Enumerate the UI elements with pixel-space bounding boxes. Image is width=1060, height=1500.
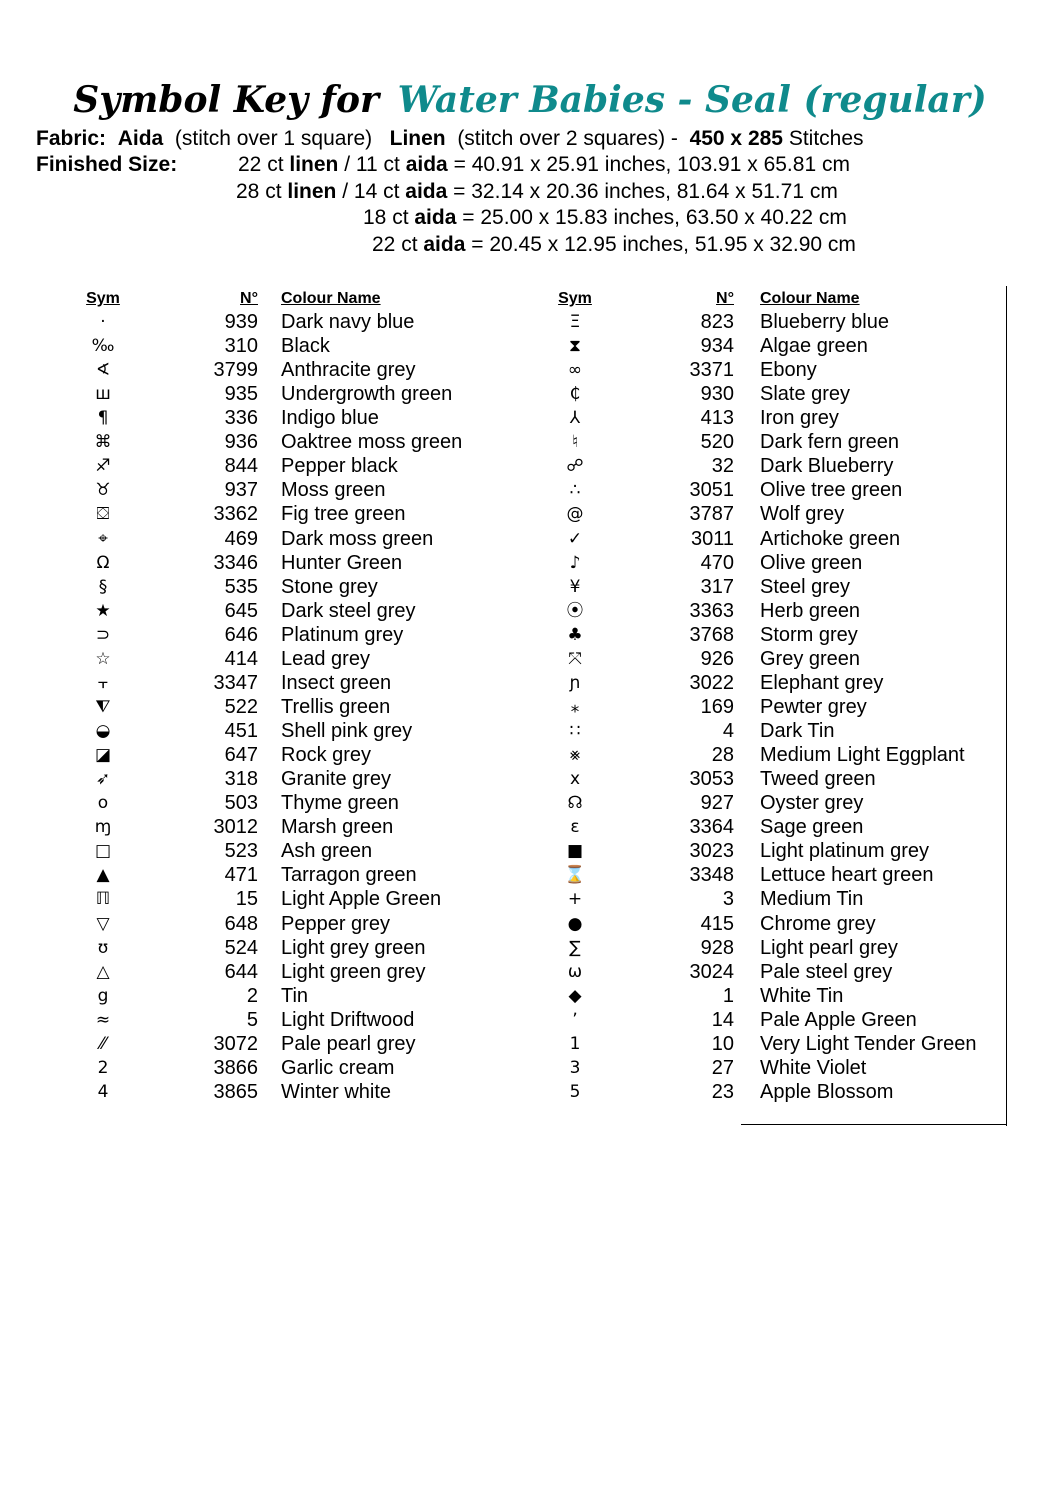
colour-name: Oyster grey — [760, 792, 864, 815]
floss-number: 469 — [224, 527, 258, 550]
colour-name: White Violet — [760, 1056, 867, 1079]
table-row — [0, 430, 1000, 454]
floss-number: 3022 — [689, 671, 734, 694]
fabric-linen: Linen — [389, 127, 446, 150]
table-row — [0, 478, 1000, 502]
colour-name: Medium Tin — [760, 888, 864, 911]
colour-name: Very Light Tender Green — [760, 1032, 977, 1055]
table-row — [0, 912, 1000, 936]
table-row — [0, 743, 1000, 767]
table-header — [0, 288, 1000, 312]
stitch-symbol: ☆ — [95, 648, 111, 669]
floss-number: 3866 — [213, 1056, 258, 1079]
stitch-symbol: ¶ — [97, 408, 109, 429]
table-row — [0, 527, 1000, 551]
floss-number: 937 — [224, 479, 258, 502]
floss-number: 647 — [224, 744, 258, 767]
floss-number: 27 — [711, 1056, 734, 1079]
floss-number: 3768 — [689, 623, 734, 646]
colour-name: Indigo blue — [281, 407, 379, 430]
floss-number: 927 — [700, 792, 734, 815]
colour-name: Ebony — [760, 359, 817, 382]
colour-name: Grey green — [760, 647, 861, 670]
table-row — [0, 984, 1000, 1008]
fabric-linen-note: (stitch over 2 squares) - — [457, 127, 678, 150]
table-row — [0, 1032, 1000, 1056]
floss-number: 3371 — [689, 359, 734, 382]
table-row — [0, 1080, 1000, 1104]
floss-number: 3023 — [689, 840, 734, 863]
stitch-symbol: ♮ — [571, 432, 579, 453]
colour-name: Herb green — [760, 599, 861, 622]
colour-name: Winter white — [281, 1080, 392, 1103]
floss-number: 648 — [224, 912, 258, 935]
table-row — [0, 406, 1000, 430]
floss-number: 336 — [224, 407, 258, 430]
colour-name: Light Driftwood — [281, 1008, 415, 1031]
colour-name: Slate grey — [760, 383, 851, 406]
colour-name: Fig tree green — [281, 503, 406, 526]
stitch-symbol: ∷ — [569, 721, 581, 742]
stitch-symbol: o — [97, 793, 109, 814]
floss-number: 3 — [722, 888, 734, 911]
stitch-symbol: ⫟ — [97, 672, 109, 693]
stitch-symbol: ⛋ — [96, 504, 110, 525]
stitch-symbol: ◒ — [95, 721, 111, 742]
colour-name: Pepper black — [281, 455, 398, 478]
colour-name: Garlic cream — [281, 1056, 395, 1079]
stitch-symbol: g — [97, 985, 109, 1006]
floss-number: 523 — [224, 840, 258, 863]
stitch-symbol: ⁄⁄ — [100, 1033, 106, 1054]
fabric-aida: Aida — [117, 127, 164, 150]
stitch-symbol: ▽ — [96, 913, 110, 934]
floss-number: 415 — [700, 912, 734, 935]
floss-number: 4 — [722, 720, 734, 743]
stitch-symbol: ⧨ — [95, 696, 111, 717]
table-row — [0, 695, 1000, 719]
title-pattern-name: Water Babies - Seal (regular) — [397, 79, 987, 121]
colour-name: Artichoke green — [760, 527, 901, 550]
stitch-symbol: ▲ — [96, 865, 110, 886]
colour-name: Light platinum grey — [760, 840, 929, 863]
finished-size-line: 22 ct linen / 11 ct aida = 40.91 x 25.91 inches, 103.91 x 65.81 cm — [238, 153, 850, 176]
colour-name: Algae green — [760, 335, 868, 358]
stitch-symbol: Ξ — [569, 312, 581, 332]
stitch-symbol: · — [100, 312, 106, 332]
stitch-symbol: ☍ — [566, 456, 584, 477]
stitch-symbol: Ω — [96, 552, 110, 573]
floss-number: 939 — [224, 311, 258, 333]
colour-name: Dark fern green — [760, 431, 899, 454]
floss-number: 3012 — [213, 816, 258, 839]
stitch-symbol: ◆ — [568, 985, 582, 1006]
floss-number: 451 — [224, 720, 258, 743]
table-row — [0, 936, 1000, 960]
colour-name: Shell pink grey — [281, 720, 413, 743]
stitch-symbol: ₵ — [569, 384, 581, 405]
floss-number: 844 — [224, 455, 258, 478]
finished-size-line: 28 ct linen / 14 ct aida = 32.14 x 20.36 inches, 81.64 x 51.71 cm — [236, 180, 838, 203]
floss-number: 471 — [224, 864, 258, 887]
floss-number: 3346 — [213, 551, 258, 574]
stitch-symbol: ⨳ — [569, 745, 581, 766]
floss-number: 15 — [235, 888, 258, 911]
table-row — [0, 358, 1000, 382]
colour-name: Stone grey — [281, 575, 378, 598]
floss-number: 3364 — [689, 816, 734, 839]
colour-name: Platinum grey — [281, 623, 404, 646]
stitch-symbol: ∞ — [567, 360, 583, 381]
table-row — [0, 719, 1000, 743]
table-row — [0, 815, 1000, 839]
stitch-symbol: + — [567, 889, 583, 910]
table-row — [0, 791, 1000, 815]
fabric-line — [36, 126, 864, 152]
stitch-symbol: ★ — [95, 600, 111, 621]
page-title — [0, 76, 1060, 124]
floss-number: 169 — [700, 695, 734, 718]
table-row — [0, 454, 1000, 478]
floss-number: 3362 — [213, 503, 258, 526]
stitch-count-label: Stitches — [788, 127, 864, 150]
colour-name: Lettuce heart green — [760, 864, 934, 887]
finished-size-label: Finished Size: — [36, 153, 178, 176]
colour-name: Rock grey — [281, 744, 372, 767]
floss-number: 413 — [700, 407, 734, 430]
colour-name: Light pearl grey — [760, 936, 898, 959]
floss-number: 318 — [224, 768, 258, 791]
stitch-symbol: 4 — [97, 1081, 109, 1102]
table-row — [0, 623, 1000, 647]
floss-number: 1 — [722, 984, 734, 1007]
stitch-symbol: □ — [94, 841, 112, 862]
colour-name: Ash green — [281, 840, 373, 863]
colour-name: Thyme green — [281, 792, 399, 815]
floss-number: 644 — [224, 960, 258, 983]
colour-name: Dark steel grey — [281, 599, 416, 622]
floss-number: 936 — [224, 431, 258, 454]
stitch-count: 450 x 285 — [689, 127, 783, 150]
header-colour-name: Colour Name — [760, 290, 860, 307]
floss-number: 645 — [224, 599, 258, 622]
floss-number: 3348 — [689, 864, 734, 887]
fabric-aida-note: (stitch over 1 square) — [174, 127, 373, 150]
colour-name: Pewter grey — [760, 695, 867, 718]
colour-name: Olive tree green — [760, 479, 903, 502]
table-row — [0, 863, 1000, 887]
floss-number: 524 — [224, 936, 258, 959]
stitch-symbol: ∴ — [569, 480, 581, 501]
stitch-symbol: ⌘ — [94, 432, 112, 453]
stitch-symbol: ‰ — [91, 336, 115, 357]
colour-name: Tweed green — [760, 768, 876, 791]
table-row — [0, 960, 1000, 984]
floss-number: 934 — [700, 335, 734, 358]
floss-number: 3053 — [689, 768, 734, 791]
colour-name: Elephant grey — [760, 671, 884, 694]
colour-name: Steel grey — [760, 575, 851, 598]
stitch-symbol: ≈ — [95, 1009, 111, 1030]
colour-name: Oaktree moss green — [281, 431, 463, 454]
colour-name: Dark navy blue — [281, 311, 415, 333]
colour-name: Anthracite grey — [281, 359, 416, 382]
stitch-symbol: ⊃ — [95, 624, 111, 645]
colour-name: Light grey green — [281, 936, 426, 959]
table-row — [0, 334, 1000, 358]
colour-name: Moss green — [281, 479, 386, 502]
fabric-label: Fabric: — [36, 127, 107, 150]
floss-number: 926 — [700, 647, 734, 670]
stitch-symbol: ɲ — [569, 672, 581, 693]
floss-number: 414 — [224, 647, 258, 670]
floss-number: 3799 — [213, 359, 258, 382]
colour-name: Light Apple Green — [281, 888, 442, 911]
table-row — [0, 599, 1000, 623]
stitch-symbol: ◪ — [94, 745, 112, 766]
floss-number: 32 — [711, 455, 734, 478]
colour-name: Dark moss green — [281, 527, 434, 550]
floss-number: 10 — [711, 1032, 734, 1055]
table-row — [0, 310, 1000, 334]
colour-name: Trellis green — [281, 695, 391, 718]
colour-name: Pale steel grey — [760, 960, 893, 983]
floss-number: 3787 — [689, 503, 734, 526]
table-row — [0, 671, 1000, 695]
table-row — [0, 502, 1000, 526]
stitch-symbol: ♉ — [95, 480, 111, 501]
finished-size-line: 18 ct aida = 25.00 x 15.83 inches, 63.50 x 40.22 cm — [363, 206, 847, 229]
table-row — [0, 887, 1000, 911]
header-number: N° — [716, 290, 734, 307]
stitch-symbol: ☊ — [567, 793, 583, 814]
stitch-symbol: ♪ — [569, 552, 581, 573]
floss-number: 28 — [711, 744, 734, 767]
floss-number: 3865 — [213, 1080, 258, 1103]
stitch-symbol: ʊ — [97, 937, 109, 958]
stitch-symbol: ⦿ — [566, 600, 584, 621]
colour-name: Dark Blueberry — [760, 455, 894, 478]
colour-name: Insect green — [281, 671, 392, 694]
stitch-symbol: 5 — [569, 1081, 581, 1102]
colour-name: Chrome grey — [760, 912, 876, 935]
colour-name: Granite grey — [281, 768, 392, 791]
colour-name: Medium Light Eggplant — [760, 744, 965, 767]
header-sym: Sym — [86, 290, 120, 307]
floss-number: 823 — [700, 311, 734, 333]
stitch-symbol: 3 — [569, 1057, 581, 1078]
floss-number: 23 — [711, 1080, 734, 1103]
table-row — [0, 839, 1000, 863]
stitch-symbol: ⌛ — [564, 865, 586, 886]
floss-number: 520 — [700, 431, 734, 454]
floss-number: 503 — [224, 792, 258, 815]
floss-number: 3051 — [689, 479, 734, 502]
stitch-symbol: 2 — [97, 1057, 109, 1078]
floss-number: 3363 — [689, 599, 734, 622]
floss-number: 5 — [246, 1008, 258, 1031]
colour-name: Wolf grey — [760, 503, 845, 526]
colour-name: Pale Apple Green — [760, 1008, 917, 1031]
colour-name: Storm grey — [760, 623, 858, 646]
floss-number: 930 — [700, 383, 734, 406]
stitch-symbol: ɱ — [94, 817, 112, 838]
colour-name: Black — [281, 335, 330, 358]
floss-number: 3011 — [690, 527, 734, 550]
stitch-symbol: ∢ — [95, 360, 111, 381]
table-row — [0, 767, 1000, 791]
stitch-symbol: ٬ — [572, 1009, 578, 1030]
stitch-symbol: ♣ — [567, 624, 583, 645]
stitch-symbol: ℿ — [95, 889, 111, 910]
stitch-symbol: ⅄ — [569, 408, 581, 429]
floss-number: 470 — [700, 551, 734, 574]
table-row — [0, 1008, 1000, 1032]
colour-name: Olive green — [760, 551, 863, 574]
colour-name: Tin — [281, 984, 309, 1007]
colour-name: Apple Blossom — [760, 1080, 894, 1103]
colour-name: Dark Tin — [760, 720, 835, 743]
stitch-symbol: ∑ — [569, 937, 581, 958]
finished-size-line: 22 ct aida = 20.45 x 12.95 inches, 51.95 x 32.90 cm — [372, 233, 856, 256]
colour-name: Hunter Green — [281, 551, 403, 574]
colour-name: Lead grey — [281, 647, 370, 670]
stitch-symbol: ⁎ — [570, 696, 580, 717]
floss-number: 522 — [224, 695, 258, 718]
table-row — [0, 551, 1000, 575]
header-sym: Sym — [558, 290, 592, 307]
stitch-symbol: ⧗ — [569, 336, 581, 357]
table-row — [0, 1056, 1000, 1080]
table-row — [0, 647, 1000, 671]
stitch-symbol: △ — [96, 961, 110, 982]
stitch-symbol: ■ — [566, 841, 584, 862]
stitch-symbol: § — [98, 576, 108, 597]
colour-name: White Tin — [760, 984, 844, 1007]
stitch-symbol: ➶ — [95, 769, 111, 790]
floss-number: 310 — [224, 335, 258, 358]
stitch-symbol: ⌖ — [98, 528, 108, 549]
stitch-symbol: @ — [566, 504, 584, 525]
stitch-symbol: ⤧ — [568, 648, 582, 669]
floss-number: 3072 — [213, 1032, 258, 1055]
stitch-symbol: x — [569, 769, 581, 790]
colour-name: Iron grey — [760, 407, 839, 430]
colour-name: Marsh green — [281, 816, 394, 839]
table-row — [0, 382, 1000, 406]
colour-name: Blueberry blue — [760, 311, 889, 333]
colour-name: Pale pearl grey — [281, 1032, 416, 1055]
floss-number: 3024 — [689, 960, 734, 983]
floss-number: 646 — [224, 623, 258, 646]
stitch-symbol: ♐ — [95, 456, 111, 477]
header-colour-name: Colour Name — [281, 290, 381, 307]
header-number: N° — [240, 290, 258, 307]
floss-number: 317 — [700, 575, 734, 598]
floss-number: 14 — [711, 1008, 734, 1031]
floss-number: 535 — [224, 575, 258, 598]
stitch-symbol: ● — [567, 913, 583, 934]
title-prefix: Symbol Key for — [73, 79, 380, 121]
table-border-bottom — [741, 1124, 1007, 1125]
colour-name: Undergrowth green — [281, 383, 453, 406]
stitch-symbol: ¥ — [569, 576, 581, 597]
stitch-symbol: ɛ — [570, 817, 580, 838]
floss-number: 928 — [700, 936, 734, 959]
stitch-symbol: ω — [567, 961, 583, 982]
stitch-symbol: ✓ — [567, 528, 583, 549]
table-row — [0, 575, 1000, 599]
colour-name: Light green grey — [281, 960, 426, 983]
colour-name: Tarragon green — [281, 864, 417, 887]
floss-number: 2 — [246, 984, 258, 1007]
colour-name: Pepper grey — [281, 912, 390, 935]
floss-number: 935 — [224, 383, 258, 406]
table-border-right — [1006, 286, 1007, 1126]
floss-number: 3347 — [213, 671, 258, 694]
stitch-symbol: ш — [95, 384, 111, 405]
stitch-symbol: 1 — [569, 1033, 581, 1054]
colour-name: Sage green — [760, 816, 864, 839]
